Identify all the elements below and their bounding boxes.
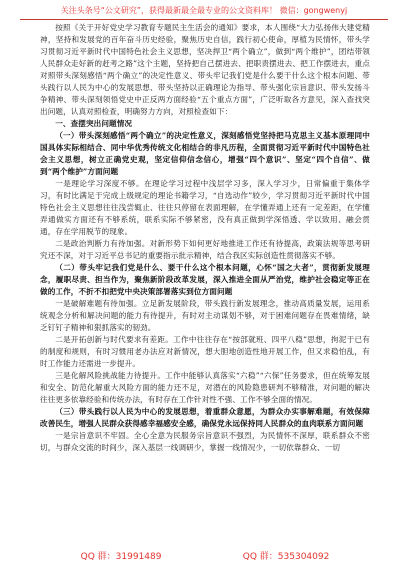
header-divider [20, 19, 388, 20]
section-heading: 一、查摆突出问题情况 [55, 119, 133, 128]
intro-paragraph: 按照《关于开好党史学习教育专题民主生活会的通知》要求，本人围绕“大力弘扬伟大建党精神，坚持和发展党的百年奋斗历史经验，聚焦历史自信，践行初心使命，厚植为民情怀，带头学习贯彻习近平新时代中国特色社会主义思想，坚决捍卫“两个确立”，做到“两个维护”，团结带领人民群众走好新的赶考之路”这个主题，坚持把自己摆进去、把职责摆进去、把工作摆进去，重点对照带头深刻感悟“两个确立”的决定性意义、带头牢记我们党是什么要干什么这个根本问题、带头践行以人民为中心的发展思想、带头坚持以正确理论为指导、带头强化宗旨意识、带头发扬斗争精神、带头深刻领悟党史中正反两方面经验“五个重点方面”，广泛听取各方意见，深入查找突出问题，认真对照检查，明确努力方向，对照检查如下： [40, 23, 370, 116]
subsection-2-point-3: 三是化解风险挑战能力待提升。工作中能够认真落实“六稳”“六保”任务要求，但在统筹发展和安全、防范化解重大风险方面的能力还不足，对潜在的风险隐患研判不够精准，对问题的解决往往更多依靠经验和传统办法，有时存在工作针对性不强、工作不够全面的情况。 [40, 371, 370, 404]
subsection-2-point-2: 二是开拓创新与时代要求有差距。工作中往往存在“按部就班、四平八稳”思想，拘泥于已有的制度和规则，有时习惯用老办法应对新情况，想大胆地创造性地开展工作，但又求稳怕乱，有时工作能力还需进一步提升。 [40, 335, 370, 368]
footer [40, 548, 370, 562]
subsection-1-point-2: 二是政治判断力有待加强。对新形势下如何更好地推进工作还有待提高，政策法规等思考研究还不深，对于习近平总书记的重要指示批示精神，结合我区实际创造性贯彻落实不够。 [40, 239, 370, 260]
subsection-1-point-1: 一是理论学习深度不够。在理论学习过程中浅层学习多，深入学习少，日常偏重于集体学习，有时比满足于完成上级规定的理论书籍学习，“自选动作”较少，学习贯彻习近平新时代中国特色社会主义思想往往浅尝辄止、往往只停留在表面理解，在学懂弄通上还有一定差距，在学懂弄通做实方面还有不够系统，联系实际不够紧密，没有真正做到学深悟透、学以致用、融会贯通，存在学用脱节的现象。 [40, 179, 370, 236]
subsection-3-title: （三）带头践行以人民为中心的发展思想，着重群众意愿，为群众办实事解难题，有效保障改善民生，增强人民群众获得感幸福感安全感，确保党永远保持同人民群众的血肉联系方面问题 [40, 407, 370, 428]
footer-qq-group-1: QQ 群：31991489 [80, 551, 162, 562]
subsection-1-title: （一）带头深刻感悟“两个确立”的决定性意义，深刻感悟党坚持把马克思主义基本原理同中国具体实际相结合、同中华优秀传统文化相结合的非凡历程，全面贯彻习近平新时代中国特色社会主义思想，树立正确党史观，坚定信仰信念信心，增强“四个意识”、坚定“四个自信”、做到“两个维护”方面问题 [40, 131, 370, 176]
footer-qq-group-2: QQ 群：535304092 [242, 551, 330, 562]
document-body [40, 22, 370, 542]
subsection-3-point-1: 一是宗旨意识不牢固。全心全意为民服务宗旨意识不强烈，为民情怀不深厚，联系群众不密切，与群众交流的时间少，深入基层一线调研少，掌握一线情况少，一切依靠群众、一切 [40, 431, 370, 452]
subsection-2-point-1: 一是破解难题有待加强。立足新发展阶段，带头践行新发展理念，推动高质量发展，运用系统观念分析和解决问题的能力有待提升，有时对主动谋划不够，对于困难问题存在畏难情绪，缺乏钉钉子精神和狠抓落实的韧劲。 [40, 299, 370, 332]
subsection-2-title: （二）带头牢记我们党是什么、要干什么这个根本问题，心怀“国之大者”，贯彻新发展理念，履职尽责、担当作为，聚焦新阶段改革发展，深入推进全面从严治党，维护社会稳定等正在做的工作，不折不扣把党中央决策部署落实到位方面问题 [40, 263, 370, 296]
header-banner: 关注头条号“公文研究”，获得最新最全最专业的公文资料库！ 微信：gongwenyj [60, 6, 348, 15]
